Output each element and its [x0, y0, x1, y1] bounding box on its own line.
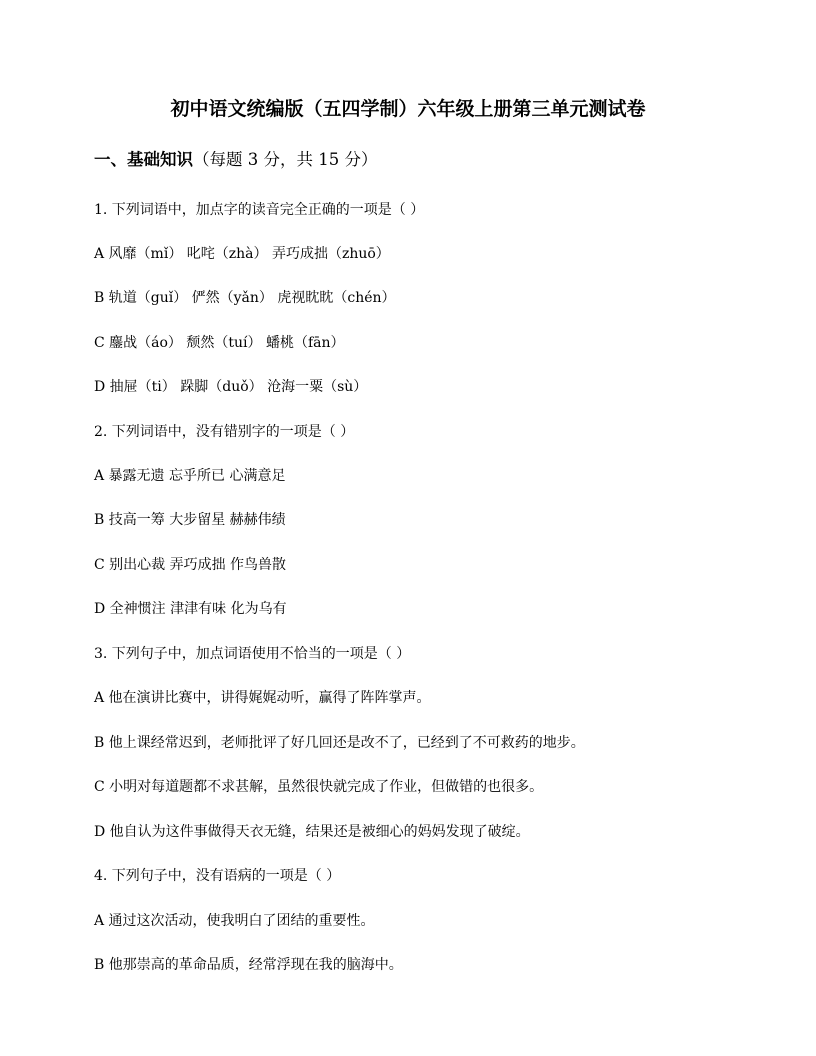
section-title: 一、基础知识: [94, 150, 193, 169]
answer-option: C 别出心裁 弄巧成拙 作鸟兽散: [94, 557, 287, 573]
answer-option: B 他那崇高的革命品质，经常浮现在我的脑海中。: [94, 957, 403, 973]
question-stem: 2. 下列词语中，没有错别字的一项是（ ）: [94, 424, 355, 440]
answer-option: B 他上课经常迟到，老师批评了好几回还是改不了，已经到了不可救药的地步。: [94, 735, 585, 751]
answer-option: C 小明对每道题都不求甚解，虽然很快就完成了作业，但做错的也很多。: [94, 779, 544, 795]
answer-option: C 鏖战（áo） 颓然（tuí） 蟠桃（fān）: [94, 335, 345, 351]
question-stem: 4. 下列句子中，没有语病的一项是（ ）: [94, 868, 341, 884]
answer-option: D 他自认为这件事做得天衣无缝，结果还是被细心的妈妈发现了破绽。: [94, 824, 530, 840]
answer-option: A 他在演讲比赛中，讲得娓娓动听，赢得了阵阵掌声。: [94, 690, 431, 706]
section-heading: [94, 146, 377, 174]
answer-option: A 通过这次活动，使我明白了团结的重要性。: [94, 913, 375, 929]
answer-option: D 全神惯注 津津有味 化为乌有: [94, 601, 287, 617]
answer-option: A 风靡（mǐ） 叱咤（zhà） 弄巧成拙（zhuō）: [94, 246, 390, 262]
answer-option: D 抽屉（ti） 跺脚（duǒ） 沧海一粟（sù）: [94, 379, 368, 395]
answer-option: B 技高一筹 大步留星 赫赫伟绩: [94, 512, 286, 528]
question-stem: 3. 下列句子中，加点词语使用不恰当的一项是（ ）: [94, 646, 411, 662]
answer-option: A 暴露无遗 忘乎所已 心满意足: [94, 468, 286, 484]
section-score-note: （每题 3 分，共 15 分）: [193, 150, 378, 169]
page-title: 初中语文统编版（五四学制）六年级上册第三单元测试卷: [170, 98, 646, 120]
question-stem: 1. 下列词语中，加点字的读音完全正确的一项是（ ）: [94, 202, 425, 218]
answer-option: B 轨道（guǐ） 俨然（yǎn） 虎视眈眈（chén）: [94, 290, 396, 306]
